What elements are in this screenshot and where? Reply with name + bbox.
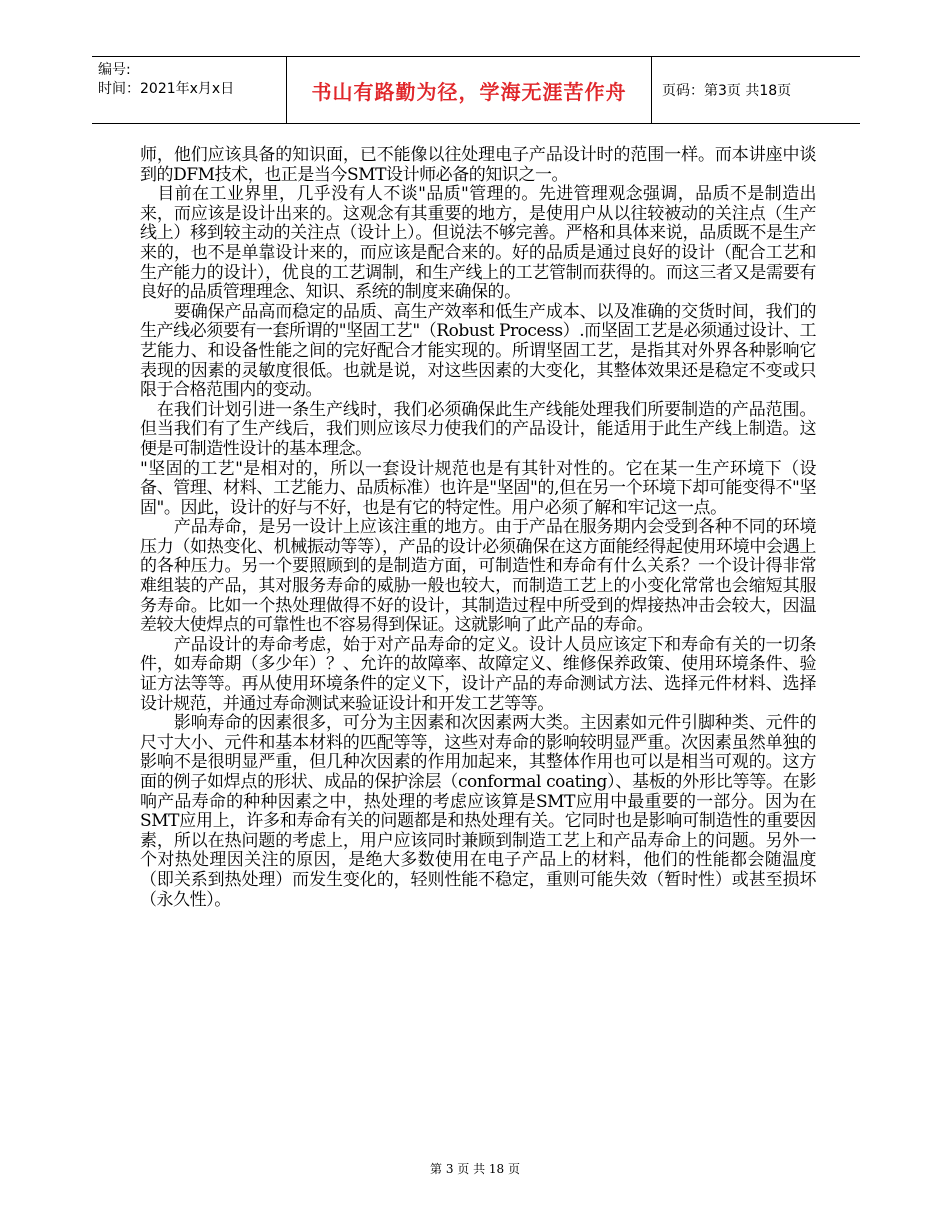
paragraph-1: 师，他们应该具备的知识面，已不能像以往处理电子产品设计时的范围一样。而本讲座中谈到的DFM技术，也正是当今SMT设计师必备的知识之一。 — [140, 145, 816, 185]
header-motto: 书山有路勤为径，学海无涯苦作舟 — [286, 57, 652, 123]
page-footer: 第 3 页 共 18 页 — [430, 1162, 520, 1176]
paragraph-4: 在我们计划引进一条生产线时，我们必须确保此生产线能处理我们所要制造的产品范围。但当我们有了生产线后，我们则应该尽力使我们的产品设计，能适用于此生产线上制造。这便是可制造性设计的基本理念。 — [140, 399, 816, 459]
document-body — [140, 146, 816, 910]
paragraph-8: 影响寿命的因素很多，可分为主因素和次因素两大类。主因素如元件引脚种类、元件的尺寸大小、元件和基本材料的匹配等等，这些对寿命的影响较明显严重。次因素虽然单独的影响不是很明显严重，但几种次因素的作用加起来，其整体作用也可以是相当可观的。这方面的例子如焊点的形状、成品的保护涂层（conformal coating）、基板的外形比等等。在影响产品寿命的种种因素之中，热处理的考虑应该算是SMT应用中最重要的一部分。因为在SMT应用上，许多和寿命有关的问题都是和热处理有关。它同时也是影响可制造性的重要因素，所以在热问题的考虑上，用户应该同时兼顾到制造工艺上和产品寿命上的问题。另外一个对热处理因关注的原因，是绝大多数使用在电子产品上的材料，他们的性能都会随温度（即关系到热处理）而发生变化的，轻则性能不稳定，重则可能失效（暂时性）或甚至损坏（永久性）。 — [140, 713, 816, 910]
paragraph-7: 产品设计的寿命考虑，始于对产品寿命的定义。设计人员应该定下和寿命有关的一切条件，如寿命期（多少年）？、允许的故障率、故障定义、维修保养政策、使用环境条件、验证方法等等。再从使用环境条件的定义下，设计产品的寿命测试方法、选择元件材料、选择设计规范，并通过寿命测试来验证设计和开发工艺等等。 — [140, 634, 816, 714]
paragraph-5: "坚固的工艺"是相对的，所以一套设计规范也是有其针对性的。它在某一生产环境下（设备、管理、材料、工艺能力、品质标准）也许是"坚固"的,但在另一个环境下却可能变得不"坚固"。因此，设计的好与不好，也是有它的特定性。用户必须了解和牢记这一点。 — [140, 458, 816, 518]
paragraph-6: 产品寿命，是另一设计上应该注重的地方。由于产品在服务期内会受到各种不同的环境压力（如热变化、机械振动等等），产品的设计必须确保在这方面能经得起使用环境中会遇上的各种压力。另一个要照顾到的是制造方面，可制造性和寿命有什么关系？一个设计得非常难组装的产品，其对服务寿命的威胁一般也较大，而制造工艺上的小变化常常也会缩短其服务寿命。比如一个热处理做得不好的设计，其制造过程中所受到的焊接热冲击会较大，因温差较大使焊点的可靠性也不容易得到保证。这就影响了此产品的寿命。 — [140, 517, 816, 636]
page-header — [92, 56, 860, 124]
paragraph-3: 要确保产品高而稳定的品质、高生产效率和低生产成本、以及准确的交货时间，我们的生产线必须要有一套所谓的"坚固工艺"（Robust Process）.而坚固工艺是必须通过设计、工艺能力、和设备性能之间的完好配合才能实现的。所谓坚固工艺，是指其对外界各种影响它表现的因素的灵敏度很低。也就是说，对这些因素的大变化，其整体效果还是稳定不变或只限于合格范围内的变动。 — [140, 301, 816, 401]
header-meta — [92, 57, 286, 123]
document-number-label: 编号: — [98, 62, 131, 78]
document-date: 时间：2021年x月x日 — [98, 81, 235, 97]
header-page-info: 页码：第3页 共18页 — [662, 83, 792, 99]
paragraph-2: 目前在工业界里，几乎没有人不谈"品质"管理的。先进管理观念强调，品质不是制造出来，而应该是设计出来的。这观念有其重要的地方，是使用户从以往较被动的关注点（生产线上）移到较主动的关注点（设计上）。但说法不够完善。严格和具体来说，品质既不是生产来的，也不是单靠设计来的，而应该是配合来的。好的品质是通过良好的设计（配合工艺和生产能力的设计），优良的工艺调制，和生产线上的工艺管制而获得的。而这三者又是需要有良好的品质管理理念、知识、系统的制度来确保的。 — [140, 184, 816, 303]
